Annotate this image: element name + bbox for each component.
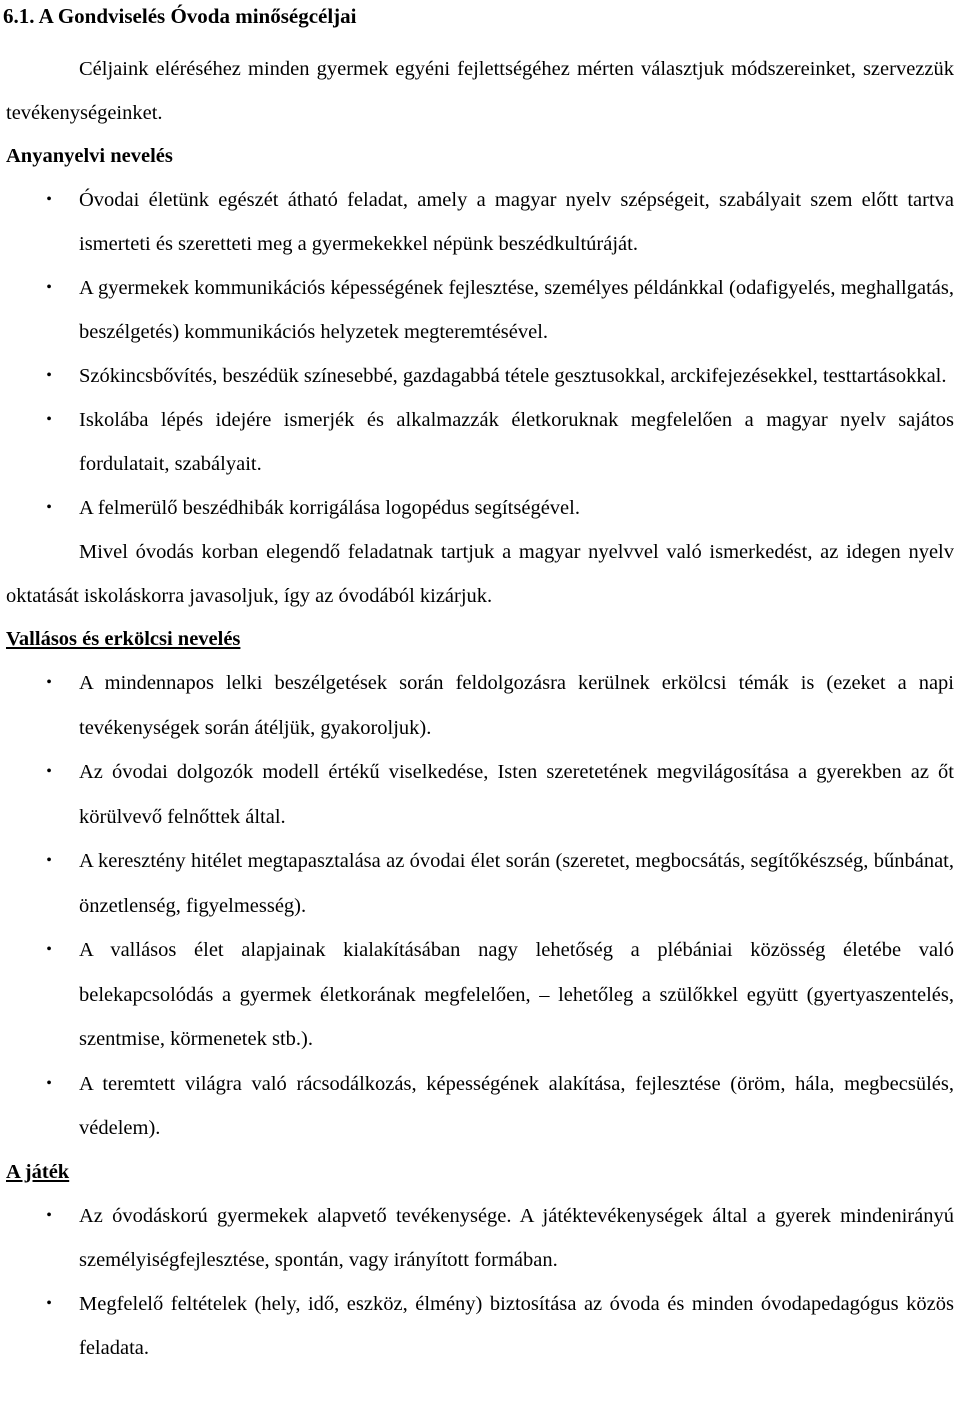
vallasos-list: [6, 661, 954, 1151]
bullet-icon: •: [46, 1294, 52, 1312]
bullet-icon: •: [46, 1074, 52, 1092]
list-item: • A vallásos élet alapjainak kialakításában nagy lehetőség a plébániai közösség életébe való belekapcsolódás a gyermek életkorának megfelelően, – lehetőleg a szülőkkel együtt (gyertyaszentelés, szentmise, körmenetek stb.).: [6, 928, 954, 1062]
bullet-icon: •: [46, 1206, 52, 1224]
bullet-icon: •: [46, 941, 52, 958]
jatek-list: [6, 1194, 954, 1370]
heading-anyanyelvi: Anyanyelvi nevelés: [6, 145, 173, 167]
anyanyelvi-list: [6, 178, 954, 530]
bullet-icon: •: [46, 367, 52, 384]
bullet-icon: •: [46, 411, 52, 428]
bullet-icon: •: [46, 191, 52, 208]
list-item: • A teremtett világra való rácsodálkozás, képességének alakítása, fejlesztése (öröm, hála, megbecsülés, védelem).: [6, 1062, 954, 1151]
list-item: • Megfelelő feltételek (hely, idő, eszköz, élmény) biztosítása az óvoda és minden óvodapedagógus közös feladata.: [6, 1282, 954, 1370]
list-item: • A gyermekek kommunikációs képességének fejlesztése, személyes példánkkal (odafigyelés, meghallgatás, beszélgetés) kommunikációs helyzetek megteremtésével.: [6, 266, 954, 354]
list-item: • Szókincsbővítés, beszédük színesebbé, gazdagabbá tétele gesztusokkal, arckifejezésekkel, testtartásokkal.: [6, 354, 954, 398]
list-item: • A felmerülő beszédhibák korrigálása logopédus segítségével.: [6, 486, 954, 530]
list-item: • Az óvodáskorú gyermekek alapvető tevékenysége. A játéktevékenységek által a gyerek mindenirányú személyiségfejlesztése, spontán, vagy irányított formában.: [6, 1194, 954, 1282]
heading-vallasos: Vallásos és erkölcsi nevelés: [6, 628, 241, 650]
list-item: • Iskolába lépés idejére ismerjék és alkalmazzák életkoruknak megfelelően a magyar nyelv sajátos fordulatait, szabályait.: [6, 398, 954, 486]
list-item: • Óvodai életünk egészét átható feladat, amely a magyar nyelv szépségeit, szabályait szem előtt tartva ismerteti és szeretteti meg a gyermekekkel népünk beszédkultúráját.: [6, 178, 954, 266]
section-title: 6.1. A Gondviselés Óvoda minőségcéljai: [3, 4, 357, 28]
list-item: • Az óvodai dolgozók modell értékű viselkedése, Isten szeretetének megvilágosítása a gyerekben az őt körülvevő felnőttek által.: [6, 750, 954, 839]
bullet-icon: •: [46, 499, 52, 516]
anyanyelvi-closing-paragraph: Mivel óvodás korban elegendő feladatnak tartjuk a magyar nyelvvel való ismerkedést, az idegen nyelv oktatását iskoláskorra javasoljuk, így az óvodából kizárjuk.: [6, 541, 954, 607]
bullet-icon: •: [46, 763, 52, 780]
intro-paragraph: Céljaink eléréséhez minden gyermek egyéni fejlettségéhez mérten választjuk módszereinket, szervezzük tevékenységeinket.: [6, 58, 954, 124]
bullet-icon: •: [46, 279, 52, 296]
list-item: • A mindennapos lelki beszélgetések során feldolgozásra kerülnek erkölcsi témák is (ezeket a napi tevékenységek során átéljük, gyakoroljuk).: [6, 661, 954, 750]
heading-jatek: A játék: [6, 1160, 70, 1183]
list-item: • A keresztény hitélet megtapasztalása az óvodai élet során (szeretet, megbocsátás, segítőkészség, bűnbánat, önzetlenség, figyelmesség).: [6, 839, 954, 928]
bullet-icon: •: [46, 674, 52, 691]
bullet-icon: •: [46, 852, 52, 869]
